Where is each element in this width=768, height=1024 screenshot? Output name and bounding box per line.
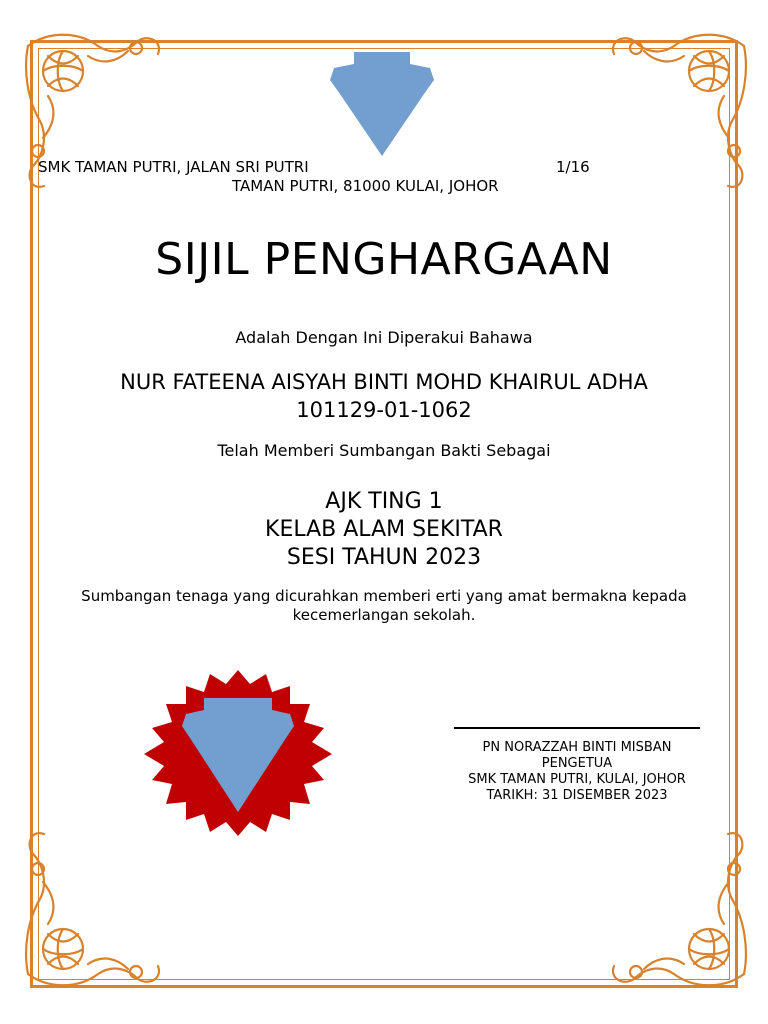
club-name: KELAB ALAM SEKITAR: [265, 517, 503, 542]
certificate-date: TARIKH: 31 DISEMBER 2023: [486, 788, 668, 803]
signatory-position: PENGETUA: [541, 756, 613, 771]
school-address-line1: SMK TAMAN PUTRI, JALAN SRI PUTRI: [38, 158, 309, 176]
signatory-block: [440, 740, 714, 804]
contribution-text: Telah Memberi Sumbangan Bakti Sebagai: [217, 441, 551, 460]
floral-corner-icon: [604, 814, 754, 994]
school-address-line2: TAMAN PUTRI, 81000 KULAI, JOHOR: [232, 177, 499, 195]
appreciation-note: Sumbangan tenaga yang dicurahkan memberi erti yang amat bermakna kepada kecemerlangan sekolah.: [81, 587, 687, 624]
role-title: AJK TING 1: [325, 489, 443, 514]
floral-corner-icon: [18, 26, 168, 206]
signature-line: [454, 727, 700, 729]
school-crest-icon: [326, 50, 438, 158]
signatory-school: SMK TAMAN PUTRI, KULAI, JOHOR: [468, 772, 686, 787]
certify-text: Adalah Dengan Ini Diperakui Bahawa: [235, 328, 533, 347]
recipient-block: [0, 368, 768, 424]
signatory-name: PN NORAZZAH BINTI MISBAN: [482, 740, 672, 755]
recipient-id: 101129-01-1062: [296, 398, 472, 422]
red-seal-icon: [142, 670, 334, 836]
recipient-name: NUR FATEENA AISYAH BINTI MOHD KHAIRUL ADHA: [120, 370, 648, 394]
session-year: SESI TAHUN 2023: [286, 545, 482, 570]
floral-corner-icon: [604, 26, 754, 206]
certificate-title: SIJIL PENGHARGAAN: [155, 234, 613, 285]
role-block: [0, 488, 768, 572]
floral-corner-icon: [18, 814, 168, 994]
page-number: 1/16: [556, 158, 590, 176]
